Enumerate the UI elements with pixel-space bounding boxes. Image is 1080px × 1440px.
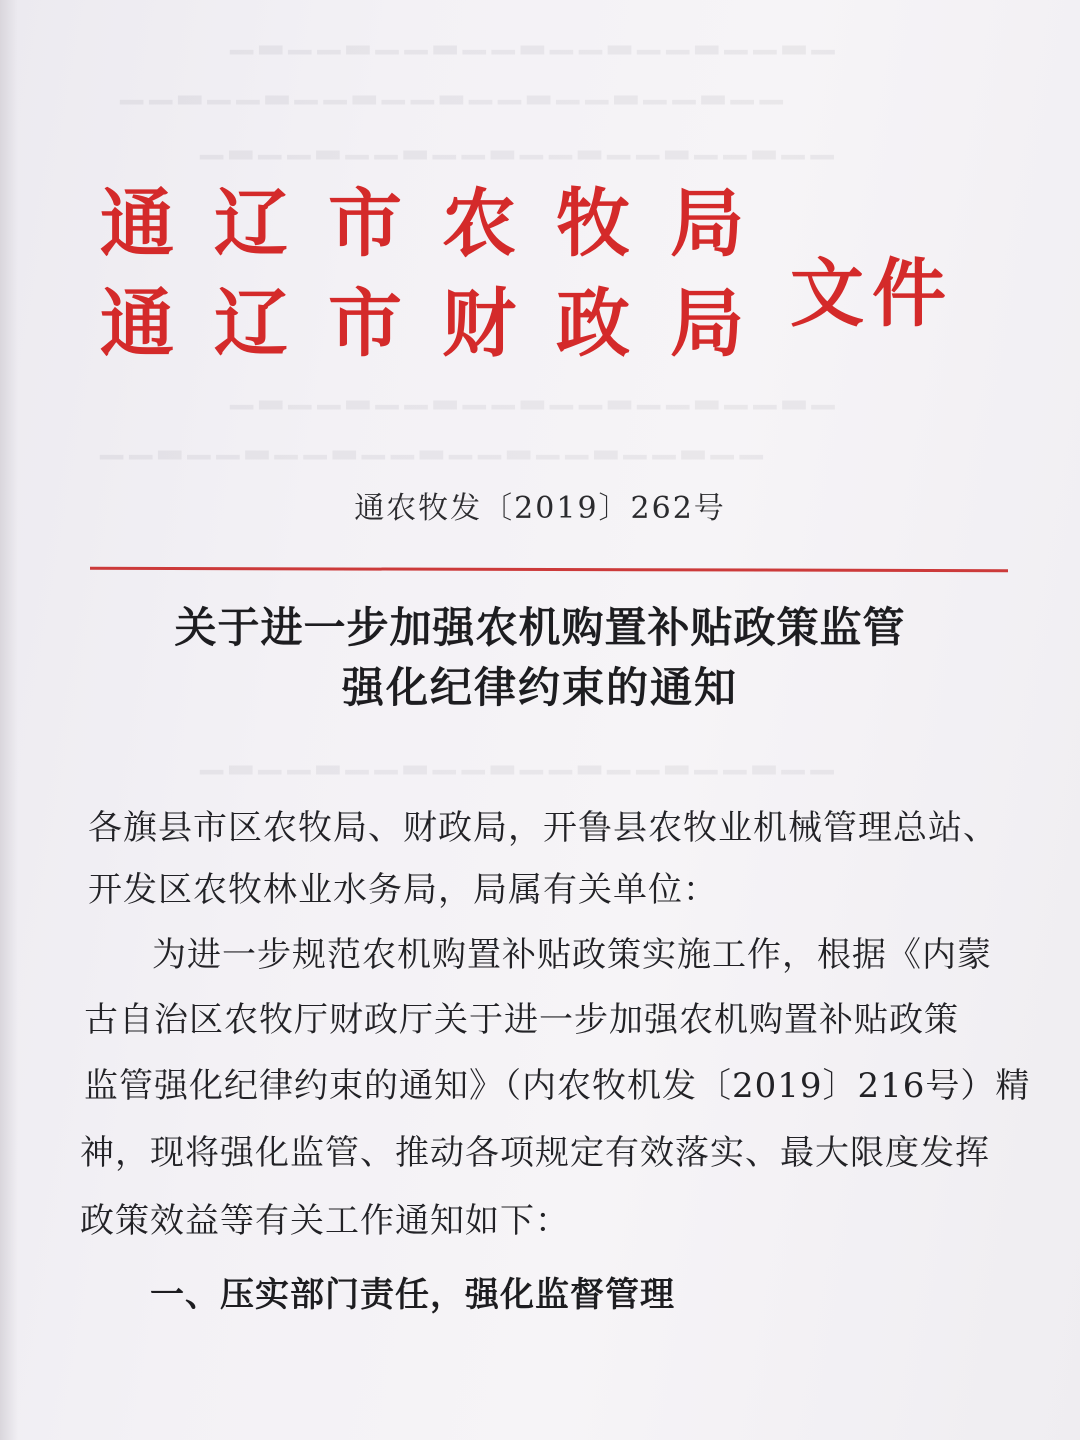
paper-edge-shadow: [0, 0, 18, 1440]
body-line: 监管强化纪律约束的通知》（内农牧机发〔2019〕216号）精: [84, 1066, 1031, 1106]
bleed-through-texture: ▁▁▂▁▁▂▁▁▂▁▁▂▁▁▂▁▁▂▁▁▂▁▁: [100, 425, 769, 460]
body-line: 政策效益等有关工作通知如下：: [80, 1201, 570, 1241]
bleed-through-texture: ▁▂▁▁▂▁▁▂▁▁▂▁▁▂▁▁▂▁▁▂▁▁: [200, 125, 840, 160]
bleed-through-texture: ▁▂▁▁▂▁▁▂▁▁▂▁▁▂▁▁▂▁▁▂▁▁: [200, 740, 840, 775]
document-number: 通农牧发〔2019〕262号: [354, 491, 726, 526]
body-line: 神，现将强化监管、推动各项规定有效落实、最大限度发挥: [80, 1133, 990, 1173]
document-title-line-2: 强化纪律约束的通知: [341, 663, 738, 712]
section-heading-1: 一、压实部门责任，强化监督管理: [150, 1275, 675, 1315]
bleed-through-texture: ▁▁▂▁▁▂▁▁▂▁▁▂▁▁▂▁▁▂▁▁▂▁▁: [120, 70, 789, 105]
document-word: 文件: [790, 251, 954, 337]
issuer-name-agriculture-bureau: 通辽市农牧局: [100, 181, 784, 267]
body-line: 各旗县市区农牧局、财政局，开鲁县农牧业机械管理总站、: [88, 808, 998, 848]
red-divider-line: [90, 567, 1008, 572]
body-line: 开发区农牧林业水务局，局属有关单位：: [88, 870, 718, 910]
body-line: 为进一步规范农机购置补贴政策实施工作，根据《内蒙: [152, 935, 992, 975]
body-line: 古自治区农牧厅财政厅关于进一步加强农机购置补贴政策: [84, 1000, 959, 1040]
bleed-through-texture: ▁▂▁▁▂▁▁▂▁▁▂▁▁▂▁▁▂▁▁▂▁: [230, 20, 841, 55]
bleed-through-texture: ▁▂▁▁▂▁▁▂▁▁▂▁▁▂▁▁▂▁▁▂▁: [230, 375, 841, 410]
issuer-name-finance-bureau: 通辽市财政局: [100, 281, 784, 367]
document-title-line-1: 关于进一步加强农机购置补贴政策监管: [174, 603, 906, 652]
